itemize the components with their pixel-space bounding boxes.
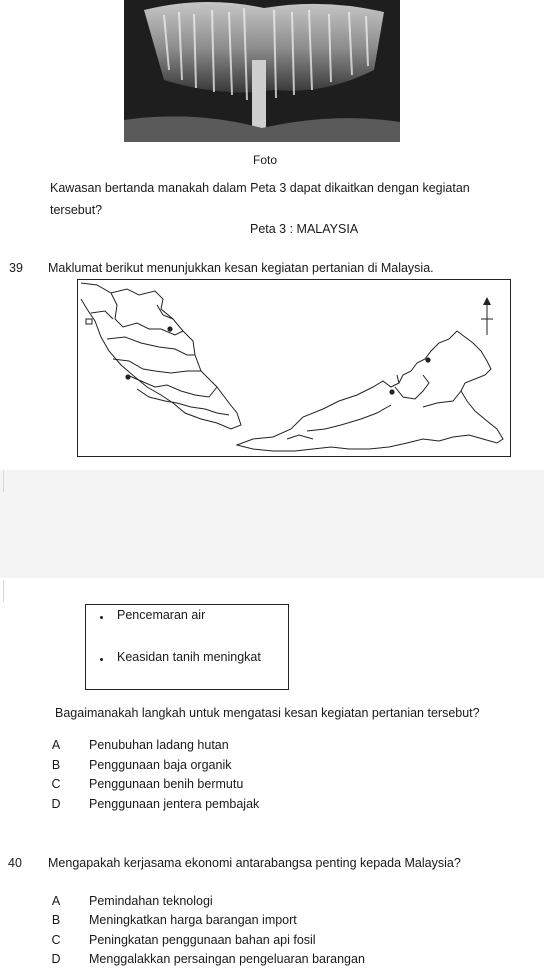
option-text: Meningkatkan harga barangan import <box>89 913 297 927</box>
photo-caption: Foto <box>253 153 278 167</box>
option-text: Peningkatan penggunaan bahan api fosil <box>89 933 316 947</box>
q39-text: Maklumat berikut menunjukkan kesan kegiatan pertanian di Malaysia. <box>48 261 434 275</box>
option-text: Penubuhan ladang hutan <box>89 738 229 752</box>
q39-number: 39 <box>9 261 23 275</box>
q38-map-title: Peta 3 : MALAYSIA <box>250 222 359 236</box>
page-edge-marker <box>0 470 4 492</box>
option-letter: B <box>51 913 61 927</box>
option-letter: A <box>51 738 61 752</box>
option-text: Pemindahan teknologi <box>89 894 213 908</box>
option-letter: C <box>51 777 61 791</box>
option-letter: A <box>51 894 61 908</box>
q40-text: Mengapakah kerjasama ekonomi antarabangsa penting kepada Malaysia? <box>48 856 461 870</box>
option-text: Penggunaan benih bermutu <box>89 777 244 791</box>
page-break-gap <box>0 470 544 578</box>
cave-photo <box>124 0 400 142</box>
option-letter: D <box>51 952 61 966</box>
bullet-icon <box>100 616 103 619</box>
page-edge-marker <box>0 580 4 602</box>
q38-text-line1: Kawasan bertanda manakah dalam Peta 3 dapat dikaitkan dengan kegiatan <box>50 181 470 195</box>
bullet-icon <box>100 658 103 661</box>
option-text: Penggunaan baja organik <box>89 758 232 772</box>
info-box <box>85 604 289 690</box>
option-text: Menggalakkan persaingan pengeluaran barangan <box>89 952 365 966</box>
option-text: Penggunaan jentera pembajak <box>89 797 260 811</box>
q38-text-line2: tersebut? <box>50 203 103 217</box>
option-letter: D <box>51 797 61 811</box>
q40-number: 40 <box>8 856 22 870</box>
option-letter: C <box>51 933 61 947</box>
info-item: Keasidan tanih meningkat <box>117 650 261 664</box>
option-letter: B <box>51 758 61 772</box>
malaysia-map <box>77 279 511 457</box>
q39-question: Bagaimanakah langkah untuk mengatasi kesan kegiatan pertanian tersebut? <box>55 706 480 720</box>
info-item: Pencemaran air <box>117 608 206 622</box>
